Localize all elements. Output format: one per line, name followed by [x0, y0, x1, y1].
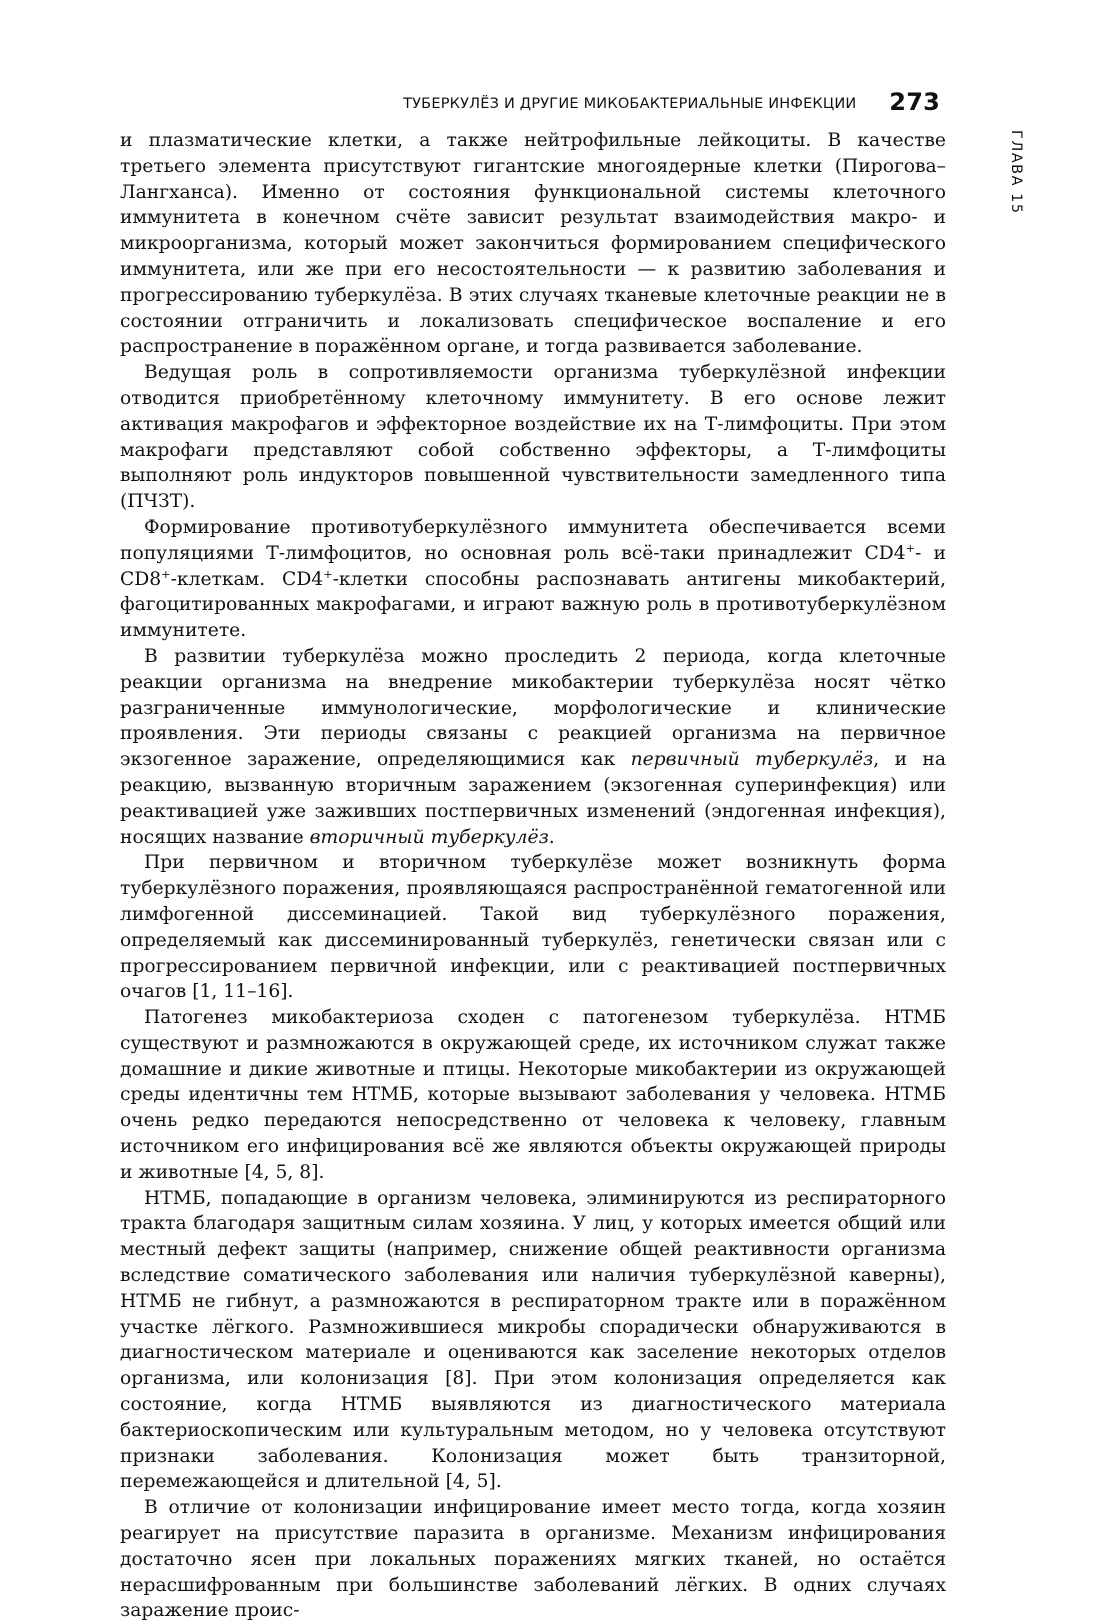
text-run: - и CD8 [120, 542, 946, 590]
running-title: ТУБЕРКУЛЁЗ И ДРУГИЕ МИКОБАКТЕРИАЛЬНЫЕ ИНФЕКЦИИ [403, 96, 857, 112]
italic-term: вторичный туберкулёз [309, 826, 549, 848]
text-run: -клеткам. CD4 [170, 568, 324, 590]
paragraph [120, 1005, 946, 1186]
running-head [120, 88, 940, 116]
paragraph [120, 515, 946, 644]
text-run: Ведущая роль в сопротивляемости организма туберкулёзной инфекции отводится приобретённому клеточному иммунитету. В его основе лежит активация макрофагов и эффекторное воздействие их на Т-лимфоциты. При этом макрофаги представляют собой собственно эффекторы, а Т-лимфоциты выполняют роль индукторов повышенной чувствительности замедленного типа (ПЧЗТ). [120, 362, 946, 513]
chapter-tab: ГЛАВА 15 [1008, 130, 1024, 215]
superscript: + [323, 567, 333, 581]
superscript: + [905, 541, 916, 555]
text-run: Патогенез микобактериоза сходен с патогенезом туберкулёза. НТМБ существуют и размножаются в окружающей среде, их источником служат также домашние и дикие животные и птицы. Некоторые микобактерии из окружающей среды идентичны тем НТМБ, которые вызывают заболевания у человека. НТМБ очень редко передаются непосредственно от человека к человеку, главным источником его инфицирования всё же являются объекты окружающей природы и животные [4, 5, 8]. [120, 1007, 946, 1183]
body-text [120, 128, 946, 1624]
text-run: . [548, 826, 555, 848]
superscript: + [161, 567, 171, 581]
paragraph [120, 128, 946, 360]
text-run: Формирование противотуберкулёзного иммунитета обеспечивается всеми популяциями Т-лимфоцитов, но основная роль всё-таки принадлежит CD4 [120, 516, 946, 564]
paragraph [120, 644, 946, 850]
paragraph [120, 850, 946, 1005]
text-run: , и на реакцию, вызванную вторичным заражением (экзогенная суперинфекция) или реактивацией уже заживших постпервичных изменений (эндогенная инфекция), носящих название [120, 749, 946, 848]
page-number: 273 [889, 88, 940, 116]
text-run: В развитии туберкулёза можно проследить 2 периода, когда клеточные реакции организма на внедрение микобактерии туберкулёза носят чётко разграниченные иммунологические, морфологические и клинические проявления. Эти периоды связаны с реакцией организма на первичное экзогенное заражение, определяющимися как [120, 645, 946, 771]
text-run: и плазматические клетки, а также нейтрофильные лейкоциты. В качестве третьего элемента присутствуют гигантские многоядерные клетки (Пирогова–Лангханса). Именно от состояния функциональной системы клеточного иммунитета в конечном счёте зависит результат взаимодействия макро- и микроорганизма, который может закончиться формированием специфического иммунитета, или же при его несостоятельности — к развитию заболевания и прогрессированию туберкулёза. В этих случаях тканевые клеточные реакции не в состоянии отграничить и локализовать специфическое воспаление и его распространение в поражённом органе, и тогда развивается заболевание. [120, 130, 946, 358]
text-run: При первичном и вторичном туберкулёзе может возникнуть форма туберкулёзного поражения, проявляющаяся распространённой гематогенной или лимфогенной диссеминацией. Такой вид туберкулёзного поражения, определяемый как диссеминированный туберкулёз, генетически связан или с прогрессированием первичной инфекции, или с реактивацией постпервичных очагов [1, 11–16]. [120, 852, 946, 1003]
paragraph [120, 1495, 946, 1624]
paragraph [120, 1186, 946, 1496]
italic-term: первичный туберкулёз [630, 749, 874, 771]
paragraph [120, 360, 946, 515]
text-run: -клетки способны распознавать антигены микобактерий, фагоцитированных макрофагами, и играют важную роль в противотуберкулёзном иммунитете. [120, 568, 947, 642]
text-run: В отличие от колонизации инфицирование имеет место тогда, когда хозяин реагирует на присутствие паразита в организме. Механизм инфицирования достаточно ясен при локальных поражениях мягких тканей, но остаётся нерасшифрованным при большинстве заболеваний лёгких. В одних случаях заражение проис- [120, 1497, 946, 1622]
text-run: НТМБ, попадающие в организм человека, элиминируются из респираторного тракта благодаря защитным силам хозяина. У лиц, у которых имеется общий или местный дефект защиты (например, снижение общей реактивности организма вследствие соматического заболевания или наличия туберкулёзной каверны), НТМБ не гибнут, а размножаются в респираторном тракте или в поражённом участке лёгкого. Размножившиеся микробы спорадически обнаруживаются в диагностическом материале и оцениваются как заселение некоторых отделов организма, или колонизация [8]. При этом колонизация определяется как состояние, когда НТМБ выявляются из диагностического материала бактериоскопическим или культуральным методом, но у человека отсутствуют признаки заболевания. Колонизация может быть транзиторной, перемежающейся и длительной [4, 5]. [120, 1187, 946, 1493]
